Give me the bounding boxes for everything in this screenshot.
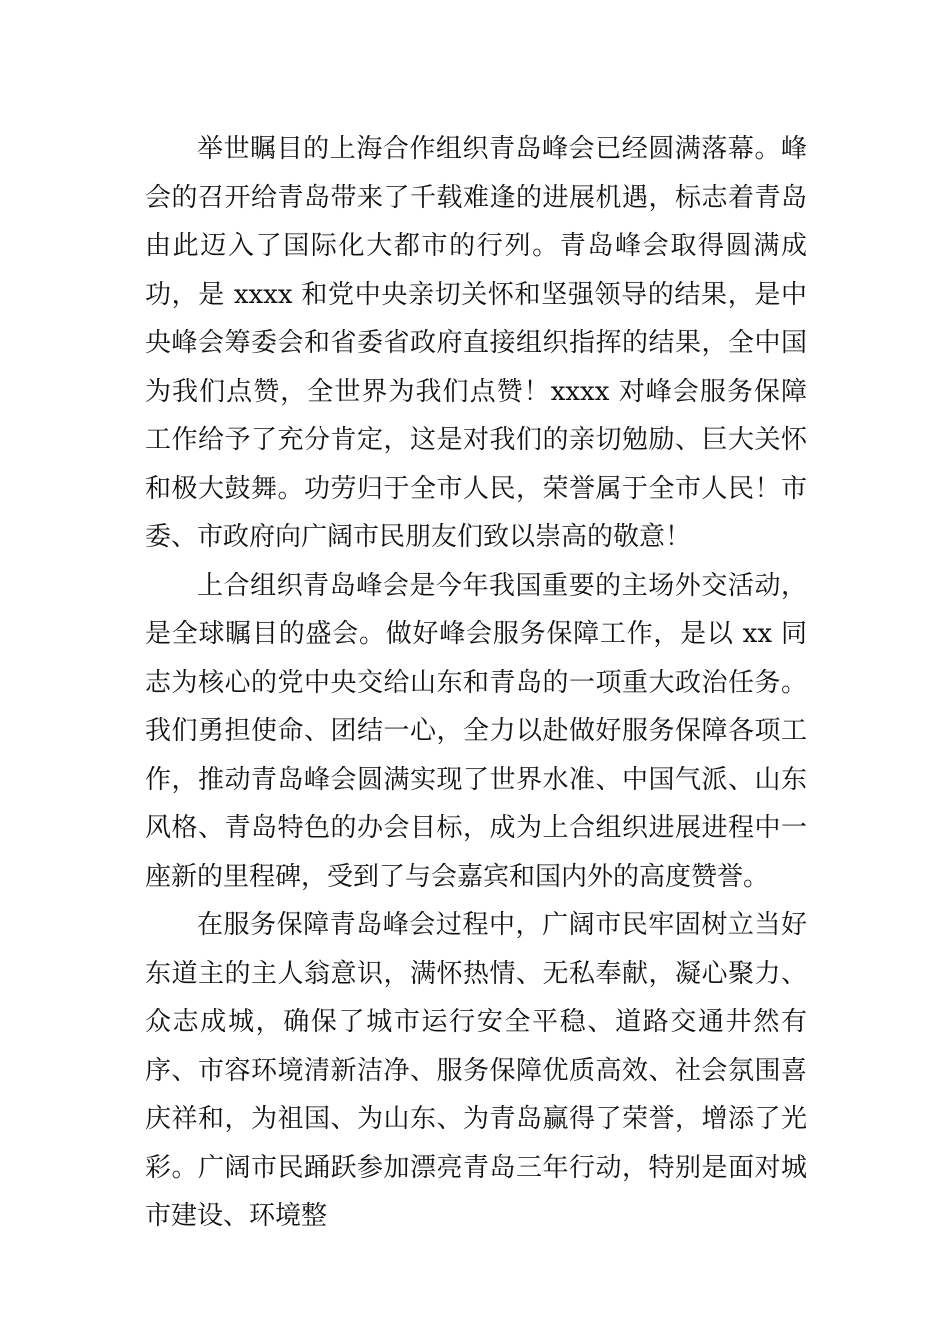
document-body [145, 125, 807, 1241]
paragraph-3: 在服务保障青岛峰会过程中，广阔市民牢固树立当好东道主的主人翁意识，满怀热情、无私奉献，凝心聚力、众志成城，确保了城市运行安全平稳、道路交通井然有序、市容环境清新洁净、服务保障优质高效、社会氛围喜庆祥和，为祖国、为山东、为青岛赢得了荣誉，增添了光彩。广阔市民踊跃参加漂亮青岛三年行动，特别是面对城市建设、环境整 [145, 910, 807, 1231]
paragraph-1: 举世瞩目的上海合作组织青岛峰会已经圆满落幕。峰会的召开给青岛带来了千载难逢的进展机遇，标志着青岛由此迈入了国际化大都市的行列。青岛峰会取得圆满成功，是 xxxx 和党中央亲切关怀和坚强领导的结果，是中央峰会筹委会和省委省政府直接组织指挥的结果，全中国为我们点赞，全世界为我们点赞！xxxx 对峰会服务保障工作给予了充分肯定，这是对我们的亲切勉励、巨大关怀和极大鼓舞。功劳归于全市人民，荣誉属于全市人民！市委、市政府向广阔市民朋友们致以崇高的敬意！ [145, 134, 807, 552]
paragraph-2: 上合组织青岛峰会是今年我国重要的主场外交活动，是全球瞩目的盛会。做好峰会服务保障工作，是以 xx 同志为核心的党中央交给山东和青岛的一项重大政治任务。我们勇担使命、团结一心，全力以赴做好服务保障各项工作，推动青岛峰会圆满实现了世界水准、中国气派、山东风格、青岛特色的办会目标，成为上合组织进展进程中一座新的里程碑，受到了与会嘉宾和国内外的高度赞誉。 [145, 570, 807, 892]
